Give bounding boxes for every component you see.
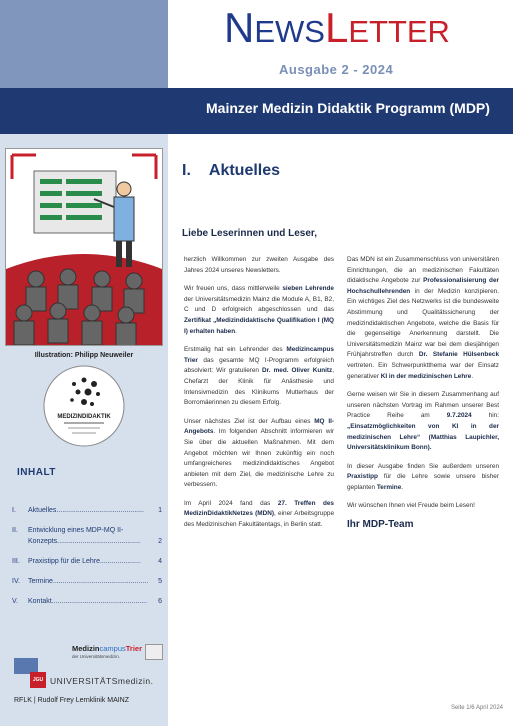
campus-emblem-icon [145,644,163,660]
paragraph: Im April 2024 fand das 27. Treffen des MedizinDidaktikNetzes (MDN), einer Arbeitsgruppe des Medizinischen Fakultätentags, in Berlin statt. [184,499,334,529]
toc-item-aktuelles[interactable]: I. Aktuelles............................................. 1 [12,507,162,514]
program-bar-left [0,88,168,134]
paragraph: herzlich Willkommen zur zweiten Ausgabe des Jahres 2024 unseres Newsletters. [184,256,334,274]
program-title: Mainzer Medizin Didaktik Programm (MDP) [206,100,490,116]
medizincampus-trier-logo: MedizincampusTrier [72,644,143,653]
article-column-left [184,255,334,539]
presentation-illustration [5,148,163,346]
signoff: Ihr MDP-Team [347,519,414,531]
toc-item-entwicklung[interactable]: II. Entwicklung eines MDP-MQ II-Konzepts........................................... 2 [12,527,162,545]
table-of-contents [12,505,162,616]
paragraph: Wir freuen uns, dass mittlerweile sieben Lehrende der Universitätsmedizin Mainz die Module A, B1, B2, C und D erfolgreich abgeschlossen und das Zertifikat „Medizindidaktische Qualifikation I (MQ I) erhalten haben. [184,285,334,335]
page-footer: Seite 1/6 April 2024 [450,705,503,711]
logo-text: MEDIZINDIDAKTIK [57,414,111,420]
paragraph: Unser nächstes Ziel ist der Aufbau eines MQ II-Angebots. Im folgenden Abschnitt informieren wir Sie über die aktuellen Maßnahmen. Mit dem Angebot möchten wir Ihnen zukünftig ein noch umfangreicheres medizindidaktisches Angebot anbieten mit dem Ziel, die medizinische Lehre zu verbessern. [184,417,334,489]
paragraph: Erstmalig hat ein Lehrender des Medizincampus Trier das gesamte MQ I-Programm erfolgreich absolviert: Wir gratulieren Dr. med. Oliver Kunitz, Chefarzt der Klinik für Anästhesie und Intensivmedizin des Klinikums Mutterhaus der Borromäerinnen zu diesem Erfolg. [184,346,335,407]
toc-item-kontakt[interactable]: V. Kontakt................................................. 6 [12,598,162,605]
universitaetsmedizin-logo: UNIVERSITÄTSmedizin. [50,676,154,686]
medizincampus-subtitle: der Universitätsmedizin. [72,654,121,659]
header-band [0,0,168,88]
toc-item-praxistipp[interactable]: III. Praxistipp für die Lehre..................... 4 [12,558,162,565]
paragraph: Das MDN ist ein Zusammenschluss von universitären Einrichtungen, die an medizinischen Fakultäten didaktische Angebote zur Professionalisierung der Hochschullehrenden in der Medizin konzipieren. Ein wichtiges Ziel des Netzwerks ist die bundesweite Abstimmung und Qualitätssicherung der medizindidaktischen Angebote, welche die Basis für die gegenseitige Anerkennung darstellt. Die Universitätsmedizin Mainz war bei dem diesjährigen Frühjahrstreffen durch Dr. Stefanie Hülsenbeck vertreten. Ein Schwerpunktthema war der Einsatz generativer KI in der medizinischen Lehre. [347,256,499,380]
paragraph: Gerne weisen wir Sie in diesem Zusammenhang auf unseren nächsten Vortrag im Rahmen unserer Best Practice Reihe am 9.7.2024 hin: „Einsatzmöglichkeiten von KI in der medizinischen Lehre“ (Matthias Laupichler, Universitätsklinikum Bonn). [347,391,499,452]
rflk-logo: RFLK | Rudolf Frey Lernklinik MAINZ [14,697,130,704]
medizindidaktik-logo [42,364,126,448]
greeting: Liebe Leserinnen und Leser, [182,228,318,239]
jgu-logo: JGU [30,672,46,688]
illustration-caption: Illustration: Philipp Neuweiler [34,352,134,359]
section-heading: I. Aktuelles [182,162,281,179]
issue-label: Ausgabe 2 - 2024 [279,62,394,77]
article-column-right [347,255,499,531]
paragraph: In dieser Ausgabe finden Sie außerdem unseren Praxistipp für die Lehre sowie unsere bisher geplanten Termine. [347,462,499,491]
toc-item-termine[interactable]: IV. Termine................................................. 5 [12,578,162,585]
newsletter-title: NEWSLETTER [224,4,450,51]
paragraph: Wir wünschen Ihnen viel Freude beim Lesen! [347,502,475,510]
toc-title: INHALT [17,467,56,478]
